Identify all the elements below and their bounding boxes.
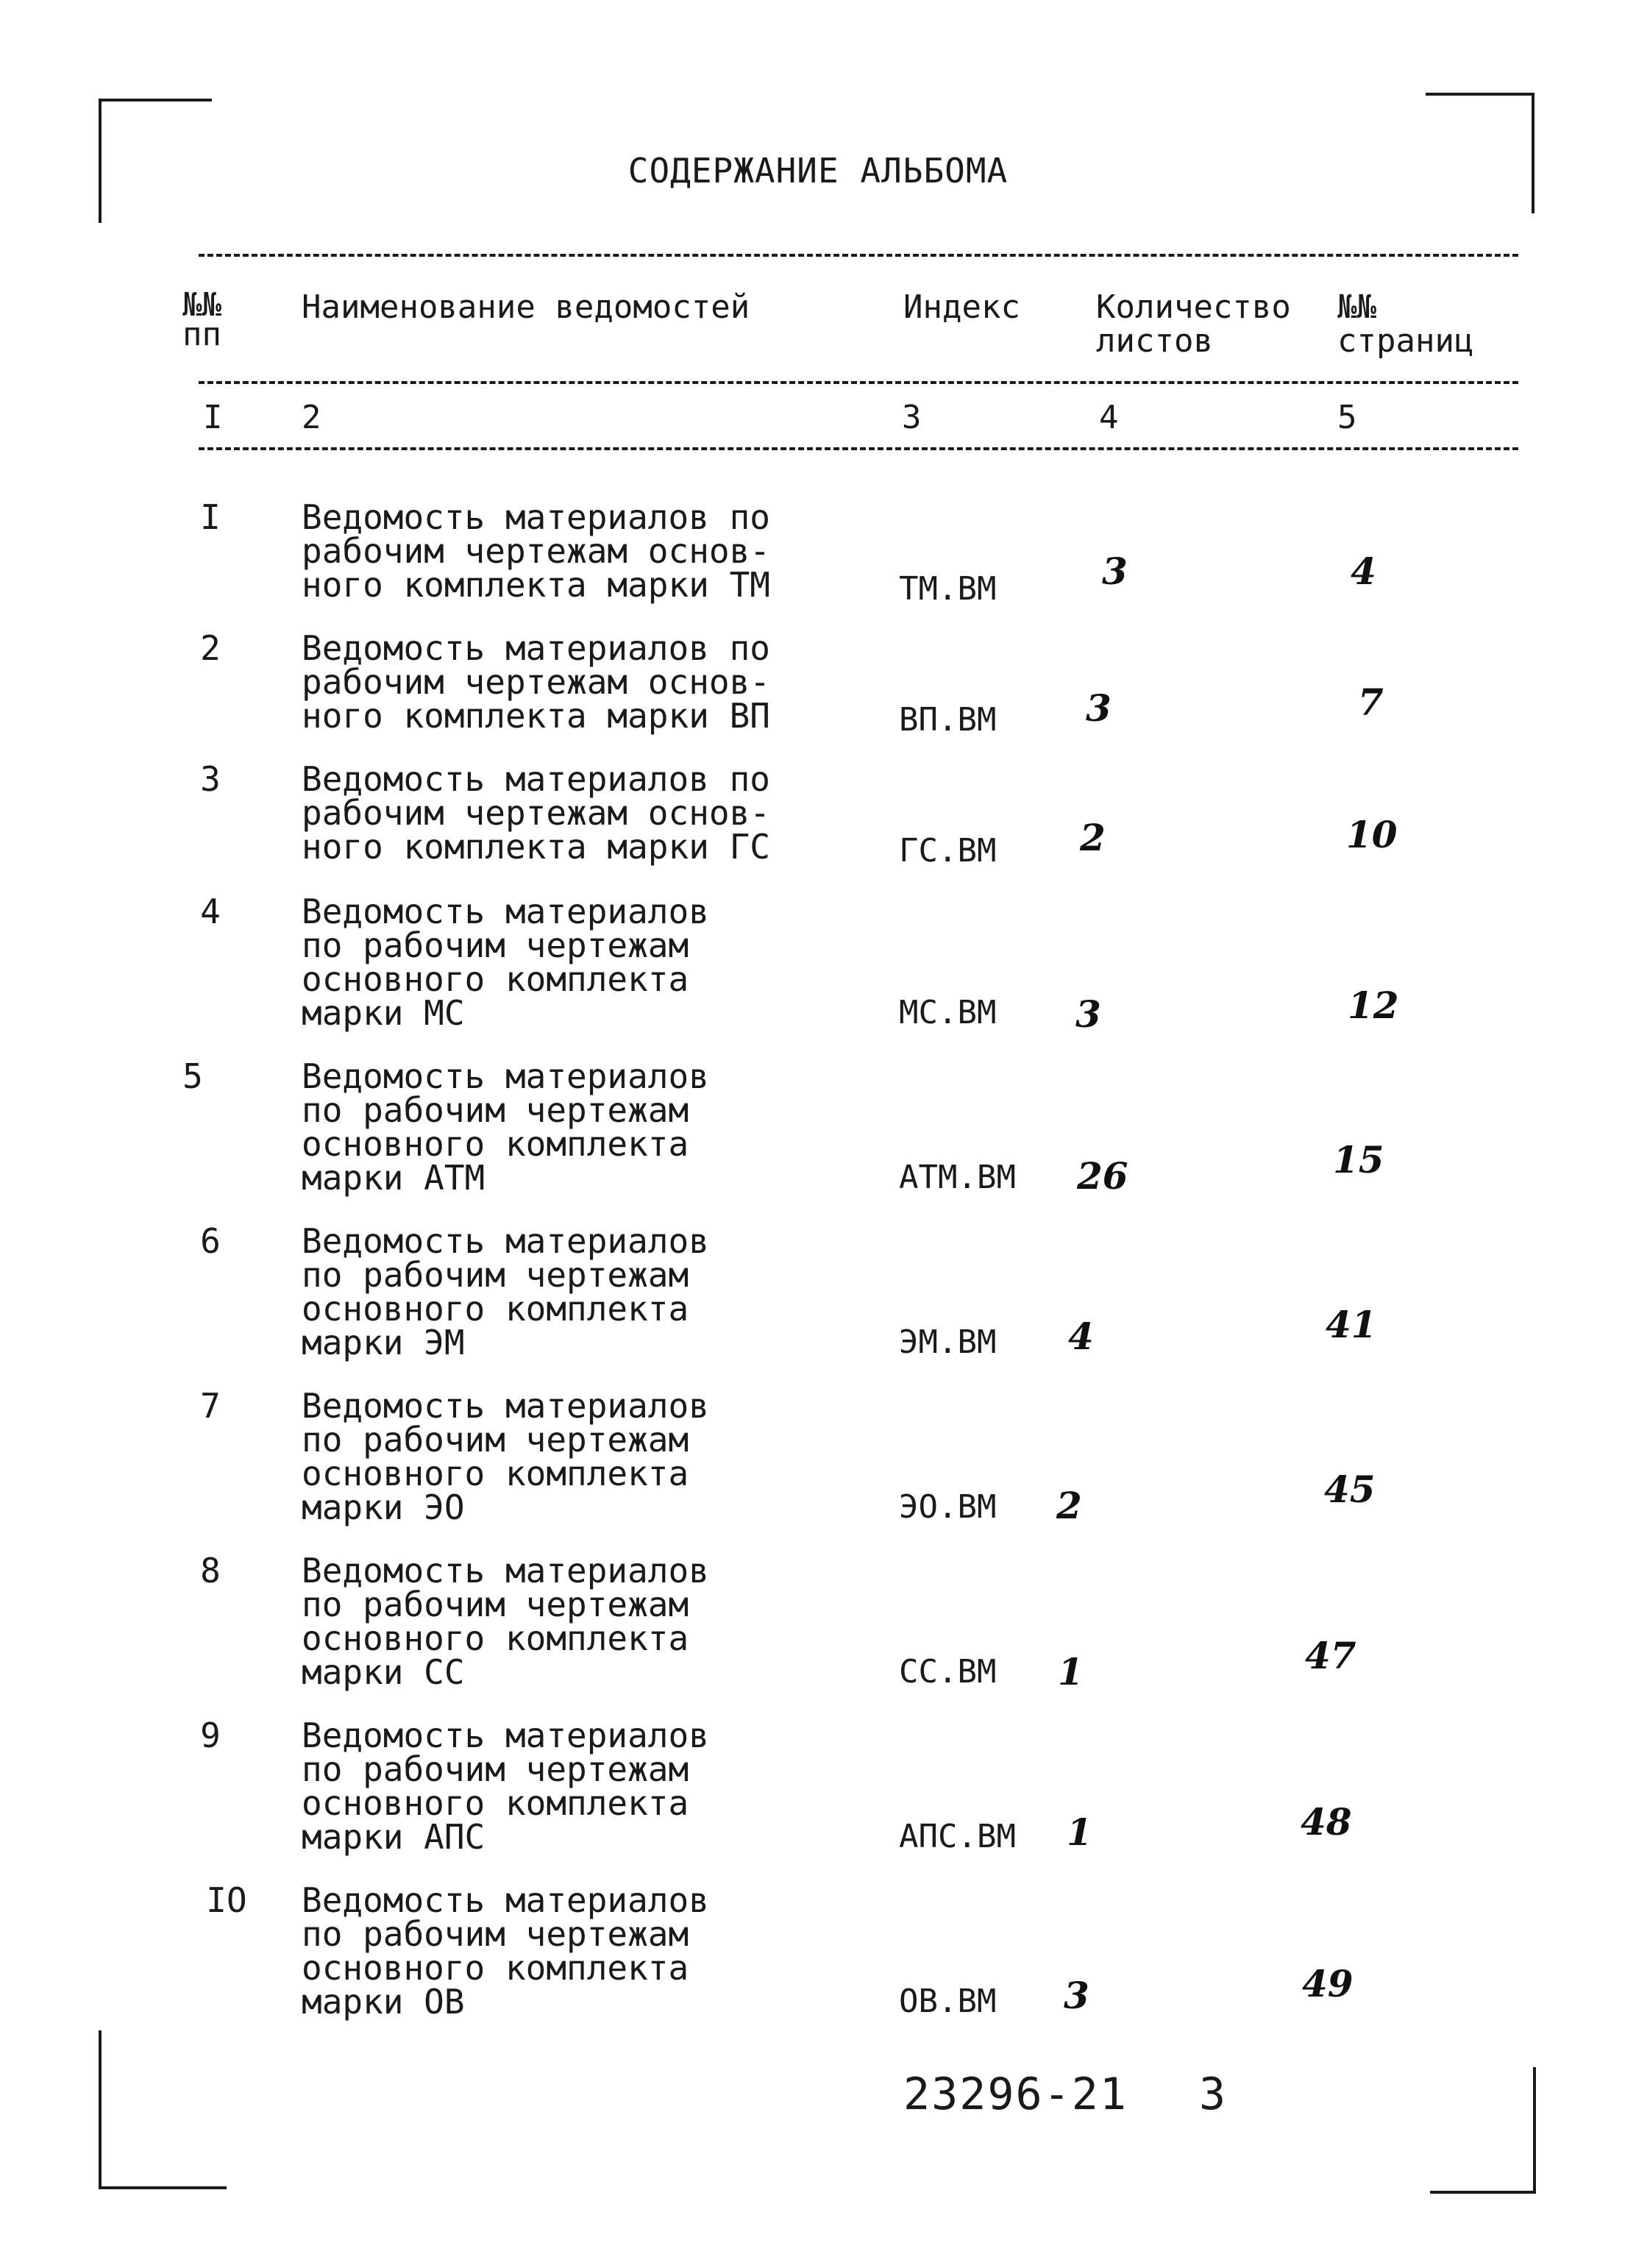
header-page-numbers: №№ страниц [1337,288,1474,360]
row-index: ЭМ.ВМ [899,1323,997,1361]
header-sheet-count: Количество листов [1096,288,1291,360]
document-code: 23296-21 [903,2069,1128,2120]
row-index: ТМ.ВМ [899,570,997,608]
row-name: Ведомость материалов по рабочим чертежам основного комплекта марки АПС [302,1716,709,1857]
row-name: Ведомость материалов по рабочим чертежам основ- ного комплекта марки ГС [302,759,770,867]
row-sheet-count: 3 [1064,1974,1089,2017]
row-number: 4 [200,892,221,931]
row-name: Ведомость материалов по рабочим чертежам основ- ного комплекта марки ТМ [302,497,770,605]
row-page-number: 45 [1324,1468,1376,1511]
row-sheet-count: 3 [1086,686,1112,730]
page-number: 3 [1199,2069,1228,2120]
row-index: АТМ.ВМ [899,1159,1016,1196]
divider-columns [199,447,1518,450]
row-index: МС.ВМ [899,994,997,1031]
table-row [0,1386,1636,1551]
row-index: СС.ВМ [899,1653,997,1691]
row-index: ВП.ВМ [899,701,997,739]
column-number-2: 2 [302,399,321,436]
column-number-4: 4 [1099,399,1119,436]
row-sheet-count: 26 [1077,1154,1128,1198]
header-name: Наименование ведомостей [302,288,750,326]
table-row [0,1880,1636,2045]
table-row [0,1056,1636,1221]
row-sheet-count: 3 [1102,550,1128,593]
row-index: ГС.ВМ [899,832,997,870]
row-page-number: 10 [1346,813,1398,856]
row-name: Ведомость материалов по рабочим чертежам основного комплекта марки ОВ [302,1880,709,2022]
row-sheet-count: 1 [1067,1810,1092,1854]
row-number: IO [206,1880,247,1920]
row-sheet-count: 4 [1068,1315,1094,1358]
row-sheet-count: 2 [1080,816,1106,859]
row-name: Ведомость материалов по рабочим чертежам основного комплекта марки ЭМ [302,1221,709,1362]
row-page-number: 48 [1301,1800,1352,1844]
table-row [0,892,1636,1056]
row-name: Ведомость материалов по рабочим чертежам основного комплекта марки АТМ [302,1056,709,1198]
row-name: Ведомость материалов по рабочим чертежам основного комплекта марки СС [302,1551,709,1692]
row-page-number: 7 [1358,680,1384,724]
frame-corner-bottom-right [1430,2067,1536,2194]
row-page-number: 49 [1302,1962,1354,2005]
divider-top [199,254,1518,257]
page-title: СОДЕРЖАНИЕ АЛЬБОМА [627,151,1009,191]
row-number: 5 [182,1056,203,1096]
row-page-number: 12 [1348,984,1399,1027]
row-name: Ведомость материалов по рабочим чертежам основного комплекта марки ЭО [302,1386,709,1527]
header-number: №№ пп [182,286,221,353]
row-number: 3 [200,759,221,799]
table-row [0,1718,1636,1880]
row-page-number: 15 [1333,1138,1384,1181]
row-index: ЭО.ВМ [899,1488,997,1526]
row-page-number: 4 [1351,550,1376,593]
column-number-3: 3 [902,399,922,436]
row-number: 6 [200,1221,221,1261]
row-sheet-count: 3 [1075,992,1101,1036]
row-number: 9 [200,1716,221,1755]
column-number-1: I [203,399,223,436]
row-sheet-count: 1 [1058,1650,1084,1693]
row-index: АПС.ВМ [899,1818,1016,1855]
row-number: 7 [200,1386,221,1426]
column-number-5: 5 [1337,399,1357,436]
table-row [0,1221,1636,1386]
table-row [0,1551,1636,1716]
row-page-number: 47 [1305,1634,1356,1677]
row-name: Ведомость материалов по рабочим чертежам основ- ного комплекта марки ВП [302,628,770,736]
header-index: Индекс [903,288,1020,326]
row-number: 8 [200,1551,221,1590]
row-sheet-count: 2 [1056,1484,1082,1527]
row-number: I [200,497,221,537]
divider-header [199,381,1518,384]
row-name: Ведомость материалов по рабочим чертежам основного комплекта марки МС [302,892,709,1033]
row-number: 2 [200,628,221,668]
row-index: ОВ.ВМ [899,1983,997,2020]
frame-corner-bottom-left [99,2030,227,2189]
row-page-number: 41 [1326,1303,1377,1346]
